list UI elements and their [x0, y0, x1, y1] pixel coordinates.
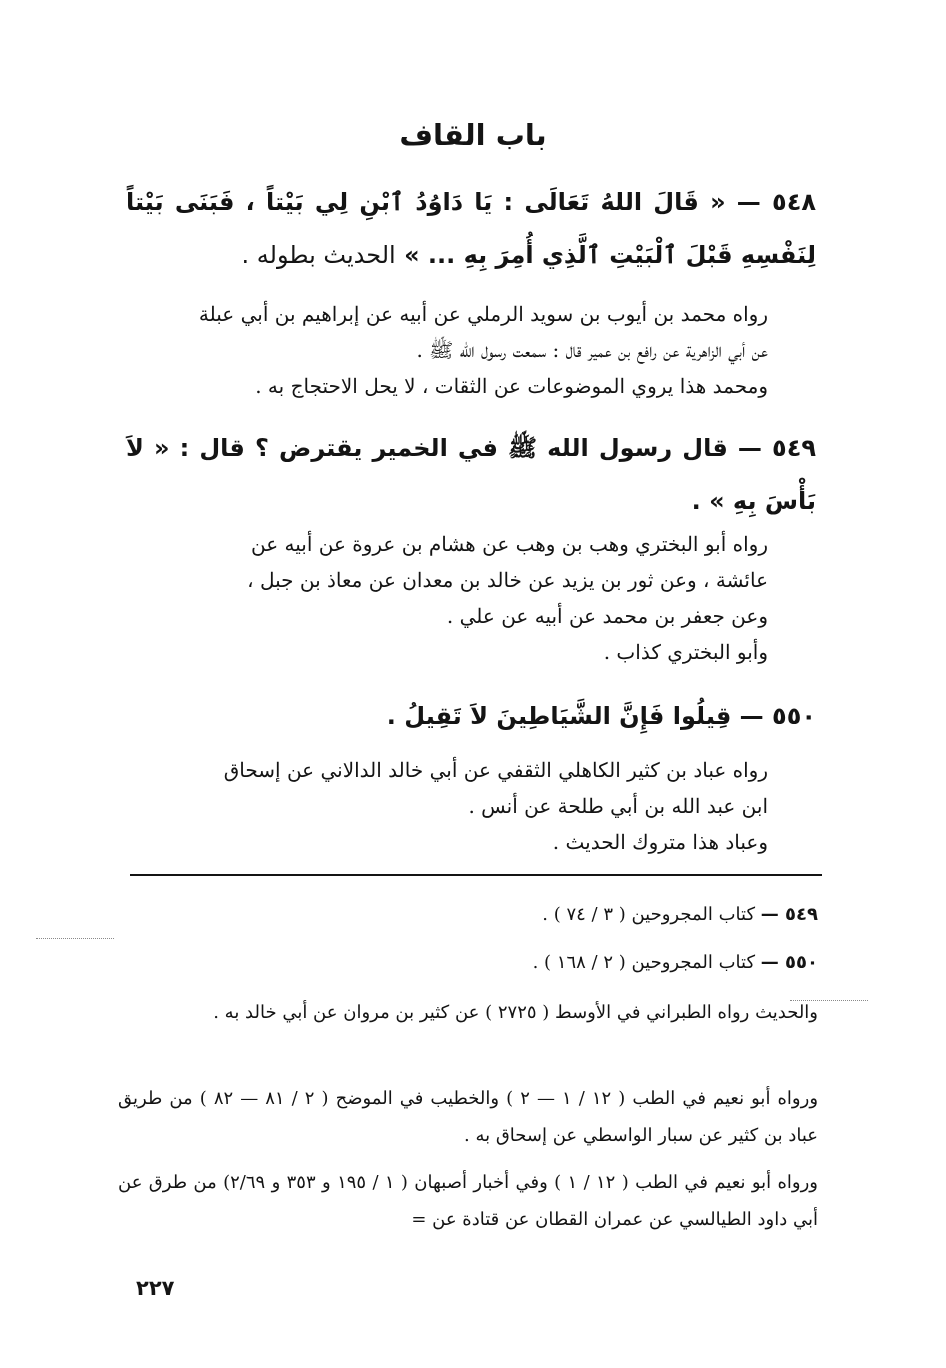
commentary-549 — [138, 526, 768, 670]
scan-speckle — [36, 938, 114, 940]
commentary-line: عائشة ، وعن ثور بن يزيد عن خالد بن معدان عن معاذ بن جبل ، — [247, 568, 768, 592]
footnote-text: كتاب المجروحين ( ٣ / ٧٤ ) . — [542, 904, 756, 925]
hadith-550-text: ٥٥٠ — قِيلُوا فَإِنَّ الشَّيَاطِينَ لاَ تَقِيلُ . — [386, 702, 816, 730]
commentary-line: وعباد هذا متروك الحديث . — [552, 830, 768, 854]
footnote-paragraph: ورواه أبو نعيم في الطب ( ١٢ / ١ — ٢ ) والخطيب في الموضح ( ٢ / ٨١ — ٨٢ ) من طريق عباد بن كثير عن سبار الواسطي عن إسحاق به . — [118, 1088, 819, 1146]
commentary-line: رواه عباد بن كثير الكاهلي الثقفي عن أبي خالد الدالاني عن إسحاق — [223, 758, 768, 782]
commentary-548 — [138, 296, 768, 404]
hadith-549-text: ٥٤٩ — قال رسول الله ﷺ في الخمير يقترض ؟ قال : « لاَ بَأْسَ بِهِ » . — [126, 434, 816, 515]
footnote-paragraph: والحديث رواه الطبراني في الأوسط ( ٢٧٢٥ ) عن كثير بن مروان عن أبي خالد به . — [213, 1002, 818, 1023]
chapter-title: باب القاف — [399, 118, 547, 152]
commentary-line: ومحمد هذا يروي الموضوعات عن الثقات ، لا يحل الاحتجاج به . — [255, 374, 768, 398]
footnote-number: ٥٤٩ — — [760, 904, 818, 925]
scan-speckle — [790, 1000, 868, 1002]
footnote-paragraph: ورواه أبو نعيم في الطب ( ١٢ / ١ ) وفي أخبار أصبهان ( ١ / ١٩٥ و ٣٥٣ و ٢/٦٩) من طرق عن أبي داود الطيالسي عن عمران القطان عن قتادة عن = — [118, 1172, 818, 1230]
hadith-549 — [126, 422, 816, 528]
footnote-549 — [542, 900, 818, 930]
hadith-548-tail: الحديث بطوله . — [241, 241, 396, 269]
hadith-550 — [126, 690, 816, 743]
footnote-550 — [533, 948, 818, 978]
footnote-number: ٥٥٠ — — [760, 952, 818, 973]
footnote-separator — [130, 874, 822, 876]
commentary-line: رواه محمد بن أيوب بن سويد الرملي عن أبيه عن إبراهيم بن أبي عبلة — [198, 302, 768, 326]
commentary-line: ابن عبد الله بن أبي طلحة عن أنس . — [468, 794, 768, 818]
commentary-line: وأبو البختري كذاب . — [603, 640, 768, 664]
footnote-text: كتاب المجروحين ( ٢ / ١٦٨ ) . — [532, 952, 756, 973]
page-number: ٢٢٧ — [136, 1276, 175, 1300]
hadith-548-text: ٥٤٨ — « قَالَ اللهُ تَعَالَى : يَا دَاوُدُ ٱبْنِ لِي بَيْتاً ، فَبَنَى بَيْتاً لِنَفْسِهِ قَبْلَ ٱلْبَيْتِ ٱلَّذِي أُمِرَ بِهِ ... » — [126, 188, 816, 269]
commentary-line: وعن جعفر بن محمد عن أبيه عن علي . — [446, 604, 768, 628]
commentary-line: عن أبي الزاهرية عن رافع بن عمير قال : سمعت رسول الله ﷺ . — [416, 338, 768, 362]
commentary-550 — [138, 752, 768, 860]
commentary-line: رواه أبو البختري وهب بن وهب عن هشام بن عروة عن أبيه عن — [250, 532, 768, 556]
hadith-548 — [126, 176, 816, 282]
